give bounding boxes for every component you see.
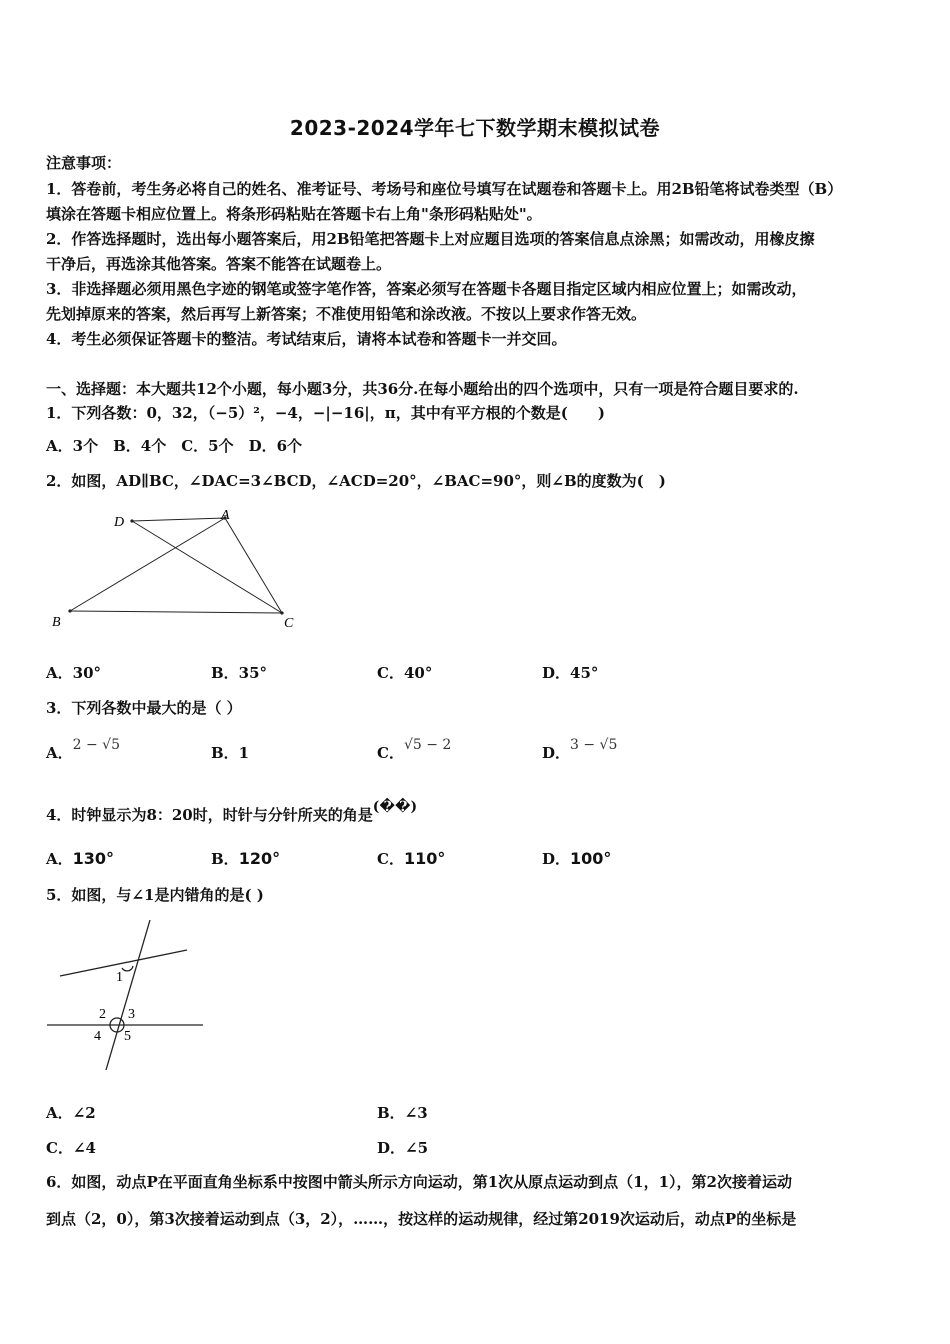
- question-1-stem: 1．下列各数：0，32，（−5）²，−4，−|−16|，π，其中有平方根的个数是( ): [46, 404, 605, 422]
- question-3-option-b: B．1: [211, 744, 250, 762]
- option-value: 100°: [570, 849, 612, 868]
- option-letter: D．: [542, 850, 571, 868]
- question-6-line: 到点（2，0），第3次接着运动到点（3，2），……，按这样的运动规律，经过第2019次运动后，动点P的坐标是: [46, 1210, 797, 1228]
- segment-ac: [225, 518, 282, 613]
- note-line: 先划掉原来的答案，然后再写上新答案；不准使用铅笔和涂改液。不按以上要求作答无效。: [46, 305, 647, 323]
- question-4-stem: [46, 799, 418, 825]
- question-2-figure: [40, 500, 310, 635]
- question-5-figure: [40, 910, 210, 1070]
- angle-arc-1: [122, 966, 133, 971]
- note-line: 4．考生必须保证答题卡的整洁。考试结束后，请将本试卷和答题卡一并交回。: [46, 330, 567, 348]
- angle-label-4: 4: [94, 1029, 101, 1044]
- segment-bc: [70, 611, 282, 613]
- question-5-option-b: B．∠3: [377, 1104, 428, 1122]
- angle-label-5: 5: [124, 1029, 131, 1044]
- question-3-option-d: [542, 737, 618, 763]
- note-line: 干净后，再选涂其他答案。答案不能答在试题卷上。: [46, 255, 392, 273]
- question-4-tail: (��): [372, 799, 418, 815]
- question-3-option-c: [377, 737, 452, 763]
- note-line: 3．非选择题必须用黑色字迹的钢笔或签字笔作答，答案必须写在答题卡各题目指定区域内相应位置上；如需改动，: [46, 280, 807, 298]
- line-transversal: [106, 920, 150, 1070]
- question-2-option-a: A．30°: [46, 664, 102, 682]
- question-4-text: 4．时钟显示为8：20时，时针与分针所夹的角是: [46, 806, 373, 824]
- option-value: 110°: [403, 849, 446, 868]
- segment-ab: [70, 518, 225, 611]
- question-2-option-d: D．45°: [542, 664, 599, 682]
- option-value: 120°: [238, 849, 281, 868]
- section-heading: 一、选择题：本大题共12个小题，每小题3分，共36分.在每小题给出的四个选项中，只有一项是符合题目要求的.: [46, 380, 799, 398]
- note-line: 填涂在答题卡相应位置上。将条形码粘贴在答题卡右上角"条形码粘贴处"。: [46, 205, 542, 223]
- segment-dc: [132, 521, 282, 613]
- option-letter: B．: [211, 850, 239, 868]
- question-5-option-a: A．∠2: [46, 1104, 96, 1122]
- point-label-a: A: [221, 508, 230, 523]
- question-1-options: A．3个 B．4个 C．5个 D．6个: [46, 437, 303, 455]
- segment-da: [132, 518, 225, 521]
- question-4-option-c: [377, 848, 445, 869]
- option-letter: C．: [377, 744, 404, 762]
- math-expression: √5 − 2: [403, 737, 452, 753]
- page-title: 2023-2024学年七下数学期末模拟试卷: [289, 116, 661, 140]
- question-4-option-b: [211, 848, 280, 869]
- question-6-line: 6．如图，动点P在平面直角坐标系中按图中箭头所示方向运动，第1次从原点运动到点（1，1），第2次接着运动: [46, 1173, 792, 1191]
- option-value: 130°: [72, 849, 115, 868]
- question-2-stem: 2．如图，AD∥BC，∠DAC=3∠BCD，∠ACD=20°，∠BAC=90°，则∠B的度数为( ): [46, 472, 666, 490]
- option-letter: D．: [542, 744, 571, 762]
- question-2-option-b: B．35°: [211, 664, 268, 682]
- question-3-stem: 3．下列各数中最大的是（ ）: [46, 699, 242, 717]
- point-label-b: B: [52, 615, 61, 630]
- question-4-option-d: [542, 848, 611, 869]
- note-line: 2．作答选择题时，选出每小题答案后，用2B铅笔把答题卡上对应题目选项的答案信息点涂黑；如需改动，用橡皮擦: [46, 230, 815, 248]
- question-5-stem: 5．如图，与∠1是内错角的是( ): [46, 886, 264, 904]
- question-4-option-a: [46, 848, 114, 869]
- angle-label-1: 1: [116, 970, 123, 985]
- angle-label-2: 2: [99, 1007, 106, 1022]
- option-letter: A．: [46, 850, 73, 868]
- angle-label-3: 3: [128, 1007, 135, 1022]
- point-label-d: D: [114, 515, 125, 530]
- question-5-option-c: C．∠4: [46, 1139, 96, 1157]
- math-expression: 3 − √5: [570, 737, 618, 753]
- notes-heading: 注意事项：: [46, 154, 122, 172]
- math-expression: 2 − √5: [72, 737, 121, 753]
- question-5-option-d: D．∠5: [377, 1139, 429, 1157]
- note-line: 1．答卷前，考生务必将自己的姓名、准考证号、考场号和座位号填写在试题卷和答题卡上。用2B铅笔将试卷类型（B）: [46, 180, 843, 198]
- option-letter: C．: [377, 850, 404, 868]
- question-2-option-c: C．40°: [377, 664, 433, 682]
- point-label-c: C: [284, 616, 294, 631]
- line-upper: [60, 950, 187, 976]
- option-letter: A．: [46, 744, 73, 762]
- question-3-option-a: [46, 737, 121, 763]
